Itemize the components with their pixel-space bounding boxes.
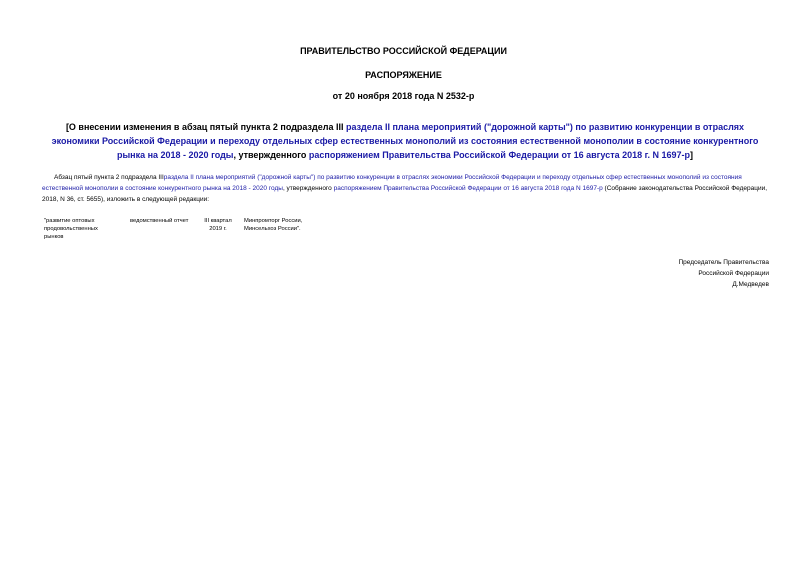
table-cell-activity: "развитие оптовых продовольственных рынков: [44, 218, 98, 240]
signature-organization: Российской Федерации: [698, 270, 769, 277]
signature-block: [569, 257, 769, 290]
body-paragraph: [42, 172, 770, 205]
title-mid: , утвержденного: [233, 150, 309, 160]
title-link-plan[interactable]: раздела II плана мероприятий ("дорожной карты") по развитию конкуренции в отраслях экономики Российской Федерации и переходу отдельных сфер естественных монополий из состояния естественной монополии в состояние конкурентного рынка на 2018 - 2020 годы: [51, 122, 759, 160]
signature-name: Д.Медведев: [732, 281, 769, 288]
table-cell-deadline: III квартал 2019 г.: [204, 218, 232, 232]
table-cell-responsible: Минпромторг России, Минсельхоз России".: [244, 218, 303, 232]
paragraph-end: (Собрание законодательства Российской Федерации, 2018, N 36, ст. 5655), изложить в следующей редакции:: [42, 185, 768, 203]
document-type-heading: РАСПОРЯЖЕНИЕ: [365, 70, 442, 80]
paragraph-link-order[interactable]: распоряжением Правительства Российской Федерации от 16 августа 2018 года N 1697-р: [333, 185, 603, 192]
paragraph-mid: , утвержденного: [282, 185, 334, 192]
document-title: [42, 120, 768, 162]
table-cell-report: ведомственный отчет: [130, 218, 189, 224]
title-suffix: ]: [690, 150, 694, 160]
government-heading: ПРАВИТЕЛЬСТВО РОССИЙСКОЙ ФЕДЕРАЦИИ: [300, 46, 507, 56]
paragraph-start: Абзац пятый пункта 2 подраздела III: [54, 174, 164, 181]
title-link-order[interactable]: распоряжением Правительства Российской Федерации от 16 августа 2018 г. N 1697-р: [308, 150, 691, 160]
date-number-heading: от 20 ноября 2018 года N 2532-р: [332, 91, 475, 101]
title-prefix: [О внесении изменения в абзац пятый пункта 2 подраздела III: [65, 122, 346, 132]
paragraph-link-plan[interactable]: раздела II плана мероприятий ("дорожной карты") по развитию конкуренции в отраслях экономики Российской Федерации и переходу отдельных сфер естественных монополий из состояния естественной монополии в состояние конкурентного рынка на 2018 - 2020 годы: [42, 174, 742, 192]
signature-position: Председатель Правительства: [678, 259, 769, 266]
